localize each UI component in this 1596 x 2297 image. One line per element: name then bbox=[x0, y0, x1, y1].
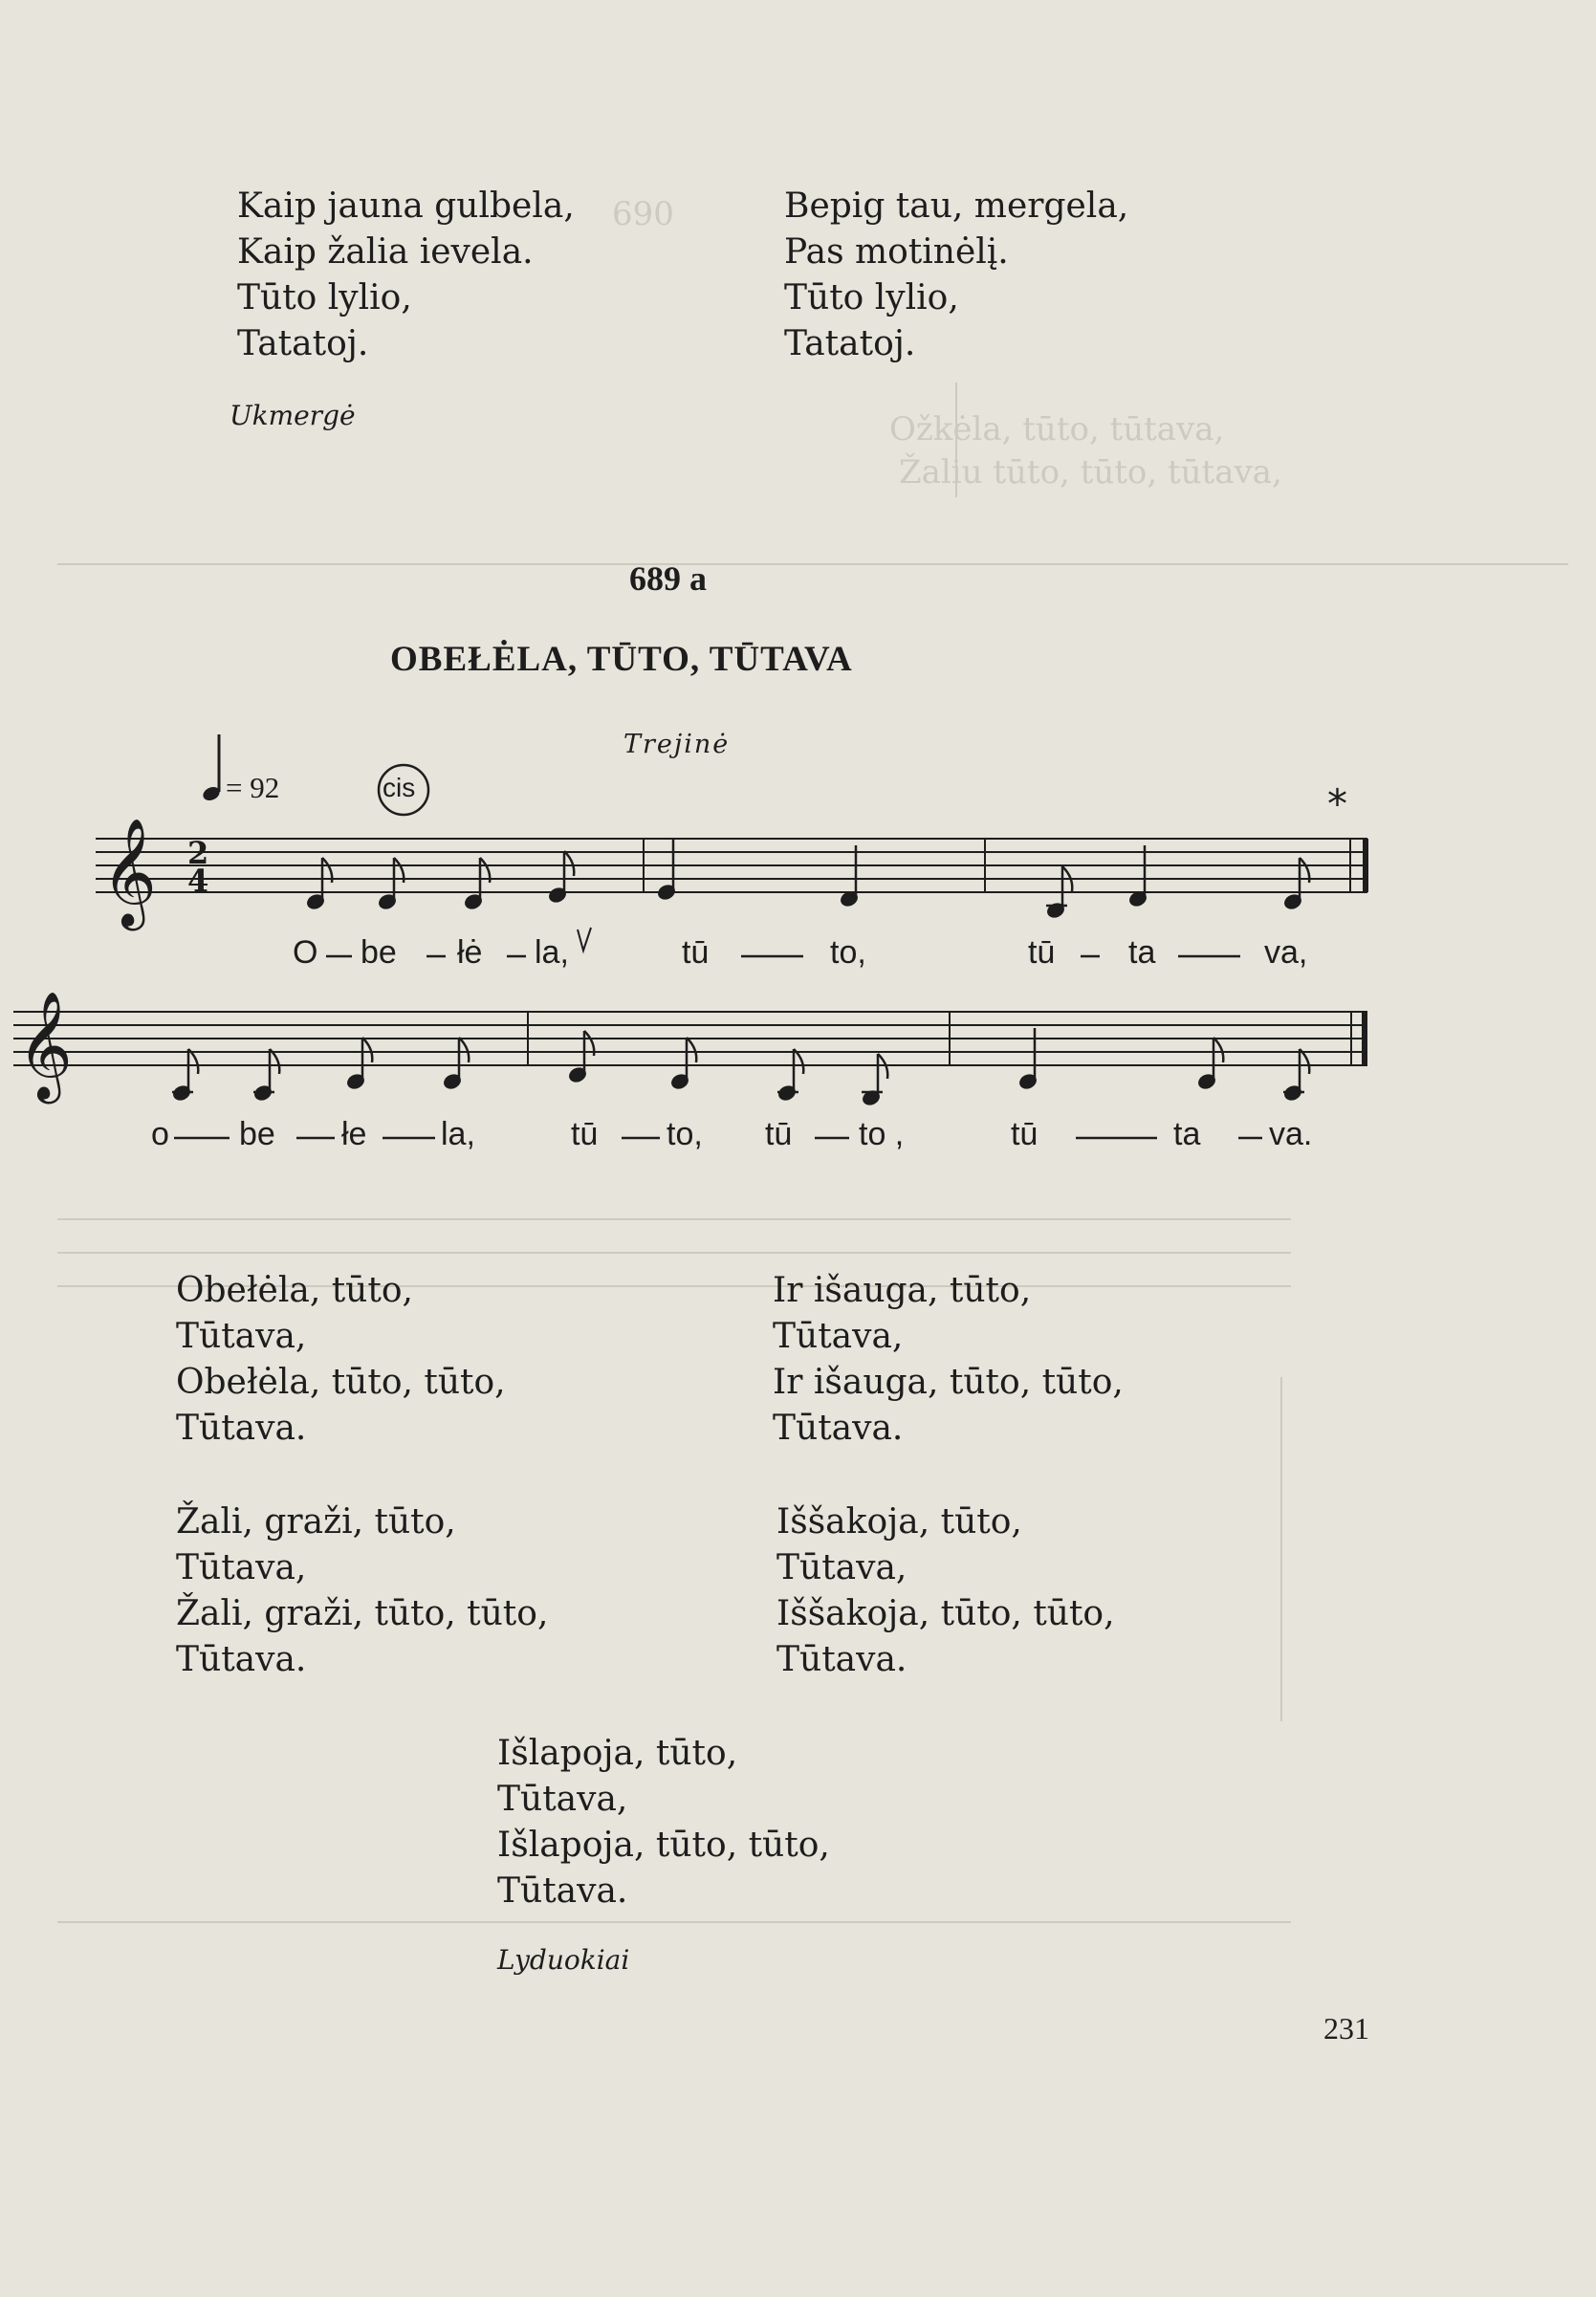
verse-line: Tūto lylio, bbox=[784, 278, 959, 317]
verse-line: Iššakoja, tūto, tūto, bbox=[776, 1594, 1115, 1633]
lyric-syllable: be bbox=[361, 934, 397, 971]
lyric-syllable: łe bbox=[341, 1116, 367, 1152]
verse-line: Kaip žalia ievela. bbox=[237, 232, 534, 272]
lyric-syllable: la, bbox=[441, 1116, 475, 1152]
verse-right-2 bbox=[776, 1499, 1115, 1683]
lyric-syllable: tū bbox=[682, 934, 710, 971]
verse-line: Išlapoja, tūto, bbox=[497, 1734, 738, 1773]
verse-left-1 bbox=[176, 1268, 506, 1452]
verse-line: Tūtava. bbox=[497, 1871, 628, 1911]
verse-line: Ir išauga, tūto, tūto, bbox=[773, 1363, 1124, 1402]
lyric-syllable: va. bbox=[1269, 1116, 1313, 1152]
place-name-bottom: Lyduokiai bbox=[497, 1944, 630, 1976]
lyric-syllable: O bbox=[293, 934, 318, 971]
verse-line: Obełėla, tūto, tūto, bbox=[176, 1363, 506, 1402]
lyric-syllable: ta bbox=[1128, 934, 1156, 971]
meter-top: 2 bbox=[187, 835, 209, 871]
lyric-syllable: tū bbox=[1028, 934, 1056, 971]
svg-text:Žaliu tūto, tūto, tūtava,: Žaliu tūto, tūto, tūtava, bbox=[899, 453, 1282, 492]
verse-line: Tūtava. bbox=[176, 1409, 307, 1448]
meter-bottom: 4 bbox=[187, 863, 209, 899]
verse-line: Ir išauga, tūto, bbox=[773, 1271, 1032, 1310]
page-number: 231 bbox=[1323, 2011, 1369, 2045]
lyric-syllable: łė bbox=[457, 934, 483, 971]
lyric-syllable: la, bbox=[535, 934, 569, 971]
svg-text:𝄞: 𝄞 bbox=[101, 818, 157, 927]
song-number: 689 a bbox=[629, 559, 707, 598]
verse-left-2 bbox=[176, 1499, 548, 1683]
verse-line: Kaip jauna gulbela, bbox=[237, 186, 575, 226]
verse-line: Žali, graži, tūto, bbox=[176, 1502, 456, 1542]
lyric-syllable: to, bbox=[830, 934, 866, 971]
svg-text:690: 690 bbox=[612, 195, 674, 233]
song-title: OBEŁĖLA, TŪTO, TŪTAVA bbox=[390, 640, 853, 679]
verse-line: Tatatoj. bbox=[784, 324, 916, 363]
asterisk-mark: * bbox=[1327, 780, 1347, 827]
verse-line: Tūtava, bbox=[176, 1548, 307, 1587]
verse-line: Išlapoja, tūto, tūto, bbox=[497, 1826, 830, 1865]
lyric-syllable: o bbox=[151, 1116, 169, 1152]
lyric-syllable: tū bbox=[765, 1116, 793, 1152]
verse-line: Tūto lylio, bbox=[237, 278, 412, 317]
verse-line: Tūtava. bbox=[773, 1409, 904, 1448]
verse-line: Bepig tau, mergela, bbox=[784, 186, 1129, 226]
lyric-syllable: to, bbox=[667, 1116, 703, 1152]
lyric-syllable: va, bbox=[1264, 934, 1308, 971]
lyric-syllable: ta bbox=[1173, 1116, 1201, 1152]
verse-center bbox=[497, 1731, 830, 1914]
lyric-syllable: tū bbox=[1011, 1116, 1038, 1152]
verse-right-1 bbox=[773, 1268, 1124, 1452]
verse-line: Tūtava. bbox=[776, 1640, 907, 1679]
verse-line: Tūtava, bbox=[176, 1317, 307, 1356]
key-label: cis bbox=[383, 773, 416, 802]
verse-line: Obełėla, tūto, bbox=[176, 1271, 413, 1310]
verse-line: Pas motinėlį. bbox=[784, 232, 1009, 272]
svg-text:Ožkėla, tūto, tūtava,: Ožkėla, tūto, tūtava, bbox=[889, 410, 1225, 448]
lyric-syllable: tū bbox=[571, 1116, 599, 1152]
verse-line: Tūtava, bbox=[776, 1548, 907, 1587]
verse-line: Tūtava, bbox=[497, 1780, 628, 1819]
svg-text:𝄞: 𝄞 bbox=[17, 991, 73, 1100]
verse-line: Žali, graži, tūto, tūto, bbox=[176, 1594, 549, 1633]
tempo-value: = 92 bbox=[226, 771, 280, 804]
verse-line: Tatatoj. bbox=[237, 324, 369, 363]
lyric-syllable: to , bbox=[859, 1116, 905, 1152]
tempo-style: Trejinė bbox=[623, 730, 731, 759]
verse-line: Tūtava. bbox=[176, 1640, 307, 1679]
verse-line: Iššakoja, tūto, bbox=[776, 1502, 1022, 1542]
verse-line: Tūtava, bbox=[773, 1317, 904, 1356]
lyric-syllable: be bbox=[239, 1116, 275, 1152]
place-name-top: Ukmergė bbox=[230, 400, 356, 431]
